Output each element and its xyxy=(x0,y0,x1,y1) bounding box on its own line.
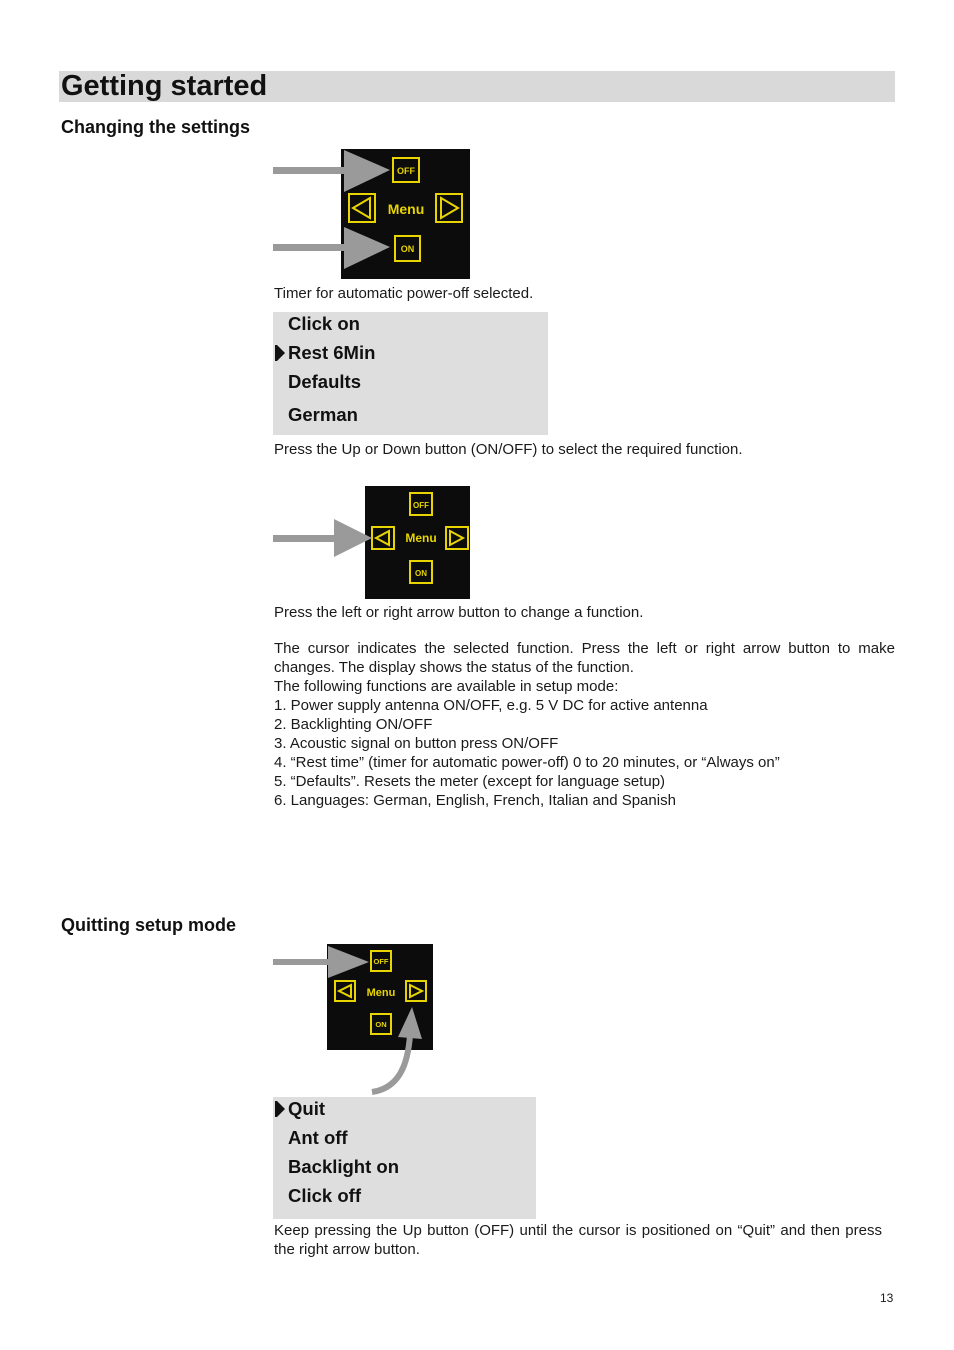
pointer-arrow-off-shaft-3 xyxy=(273,959,335,965)
list-item: 6. Languages: German, English, French, Italian and Spanish xyxy=(274,792,676,809)
menu-1-item-rest: Rest 6Min xyxy=(288,342,376,363)
keypad-3-off-label: OFF xyxy=(373,957,389,966)
menu-2-item-click: Click off xyxy=(288,1185,361,1206)
list-item: 1. Power supply antenna ON/OFF, e.g. 5 V DC for active antenna xyxy=(274,697,708,714)
menu-1-item-click: Click on xyxy=(288,313,360,334)
keypad-figure-2 xyxy=(272,485,472,600)
menu-2-item-ant: Ant off xyxy=(288,1127,348,1148)
keypad-2-on-label: ON xyxy=(415,569,427,578)
caption-up-down: Press the Up or Down button (ON/OFF) to select the required function. xyxy=(274,441,743,458)
display-menu-2 xyxy=(273,1097,536,1219)
caption-quit: Keep pressing the Up button (OFF) until the cursor is positioned on “Quit” and then press the right arrow button. xyxy=(274,1222,882,1258)
pointer-arrow-on-shaft xyxy=(273,244,355,251)
cursor-paragraph: The cursor indicates the selected function. Press the left or right arrow button to make changes. The display shows the status of the function. xyxy=(274,640,895,676)
keypad-1-menu-label: Menu xyxy=(387,201,425,217)
section-heading-changing: Changing the settings xyxy=(61,117,250,137)
caption-timer-selected: Timer for automatic power-off selected. xyxy=(274,285,534,302)
page-number: 13 xyxy=(880,1291,894,1305)
list-item: 4. “Rest time” (timer for automatic power-off) 0 to 20 minutes, or “Always on” xyxy=(274,754,780,771)
display-menu-1 xyxy=(273,312,548,435)
pointer-arrow-off-shaft xyxy=(273,167,355,174)
keypad-figure-3 xyxy=(272,943,437,1095)
keypad-2-menu-label: Menu xyxy=(405,531,437,545)
keypad-2-drawing xyxy=(272,485,472,600)
menu-2-item-backlight: Backlight on xyxy=(288,1156,400,1177)
list-item: 2. Backlighting ON/OFF xyxy=(274,716,433,733)
keypad-3-drawing xyxy=(272,943,437,1095)
keypad-figure-1 xyxy=(272,148,472,280)
keypad-3-menu-label: Menu xyxy=(366,987,396,999)
pointer-arrow-left-shaft xyxy=(273,535,341,542)
caption-left-right: Press the left or right arrow button to change a function. xyxy=(274,604,644,621)
menu-2-item-quit: Quit xyxy=(288,1098,325,1119)
keypad-1-off-label: OFF xyxy=(397,166,415,176)
list-intro: The following functions are available in setup mode: xyxy=(274,678,619,695)
menu-1-item-defaults: Defaults xyxy=(288,371,361,392)
section-heading-quitting: Quitting setup mode xyxy=(61,915,236,935)
keypad-2-off-label: OFF xyxy=(413,501,429,510)
page-title: Getting started xyxy=(61,70,268,102)
function-list xyxy=(274,696,780,810)
list-item: 5. “Defaults”. Resets the meter (except for language setup) xyxy=(274,773,666,790)
list-item: 3. Acoustic signal on button press ON/OFF xyxy=(274,735,559,752)
keypad-1-on-label: ON xyxy=(400,244,415,254)
cursor-icon xyxy=(275,1101,285,1117)
menu-1-item-language: German xyxy=(288,404,358,425)
keypad-3-on-label: ON xyxy=(375,1020,387,1029)
keypad-1-drawing xyxy=(272,148,472,280)
cursor-icon xyxy=(275,345,285,361)
